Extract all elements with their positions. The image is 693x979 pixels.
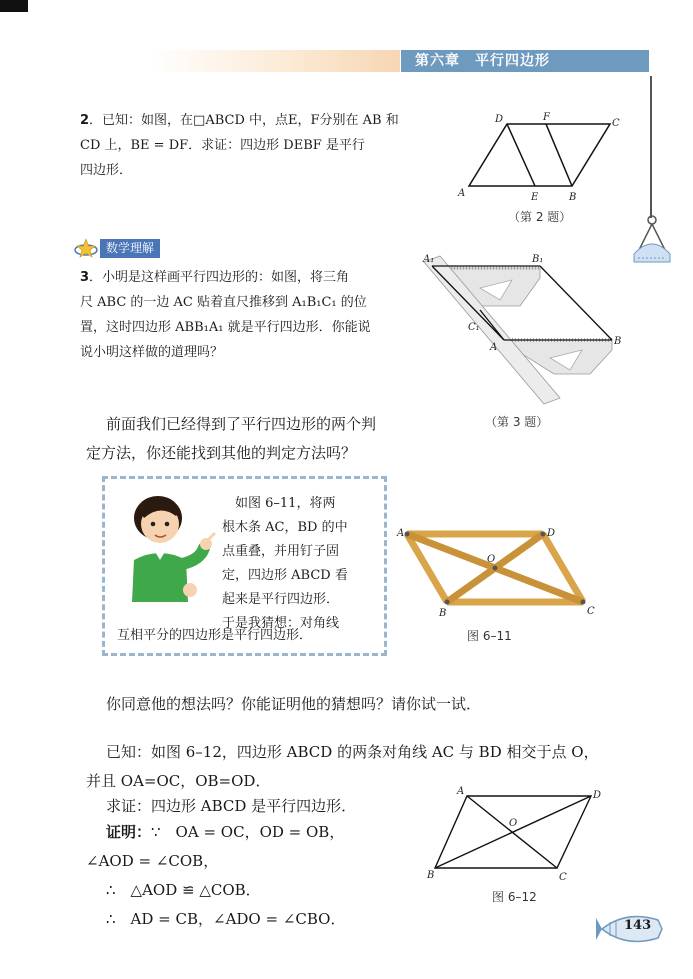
fig611-label-B: B: [439, 608, 447, 619]
chapter-title: 第六章 平行四边形: [401, 50, 649, 72]
fig612-label-C: C: [559, 872, 567, 882]
intro-line2: 定方法，你还能找到其他的判定方法吗？: [86, 444, 357, 462]
q2-label-B: B: [569, 192, 577, 203]
fig612-label-A: A: [457, 786, 465, 797]
proof-line1: ∵ OA = OC，OD = OB，: [151, 823, 345, 841]
star-icon: [74, 238, 98, 258]
q3-label-B: B: [614, 336, 622, 347]
proof-label: 证明：: [106, 823, 152, 841]
boy-line4: 定，四边形 ABCD 看: [222, 568, 348, 583]
fig611-label-O: O: [487, 554, 496, 565]
q3-label-C1: C₁: [468, 322, 480, 333]
q3-label-A: A: [490, 342, 498, 353]
q3-line2: 尺 ABC 的一边 AC 贴着直尺推移到 A₁B₁C₁ 的位: [80, 295, 367, 310]
q2-text: [80, 108, 410, 183]
q3-line4: 说小明这样做的道理吗？: [80, 345, 224, 360]
question-line: 你同意他的想法吗？你能证明他的猜想吗？请你试一试．: [106, 695, 482, 713]
section-badge: [74, 238, 160, 258]
proof-block: [86, 818, 426, 934]
boy-text: [222, 492, 382, 636]
proof-line2: ∠AOD = ∠COB，: [86, 852, 219, 870]
intro-paragraph: [86, 410, 446, 468]
fig611-label-C: C: [587, 606, 595, 617]
boy-line3: 点重叠，并用钉子固: [222, 544, 340, 559]
q2-label-A: A: [458, 188, 466, 199]
fig611-label-D: D: [547, 528, 556, 539]
q3-caption: （第 3 题）: [485, 415, 549, 429]
boy-illustration: [116, 490, 220, 602]
boy-line6: 于是我猜想：对角线: [222, 616, 340, 631]
q3-label-A1: A₁: [423, 254, 435, 265]
q3-line3: 置，这时四边形 ABB₁A₁ 就是平行四边形．你能说: [80, 320, 371, 335]
proof-line3: ∴ △AOD ≌ △COB．: [106, 881, 261, 899]
given-line1: 已知：如图 6–12，四边形 ABCD 的两条对角线 AC 与 BD 相交于点 O，: [106, 743, 599, 761]
fig611-caption: 图 6–11: [467, 629, 512, 643]
q2-label-D: D: [495, 114, 504, 125]
q2-figure: [455, 110, 630, 210]
q3-text: [80, 265, 410, 365]
given-line2: 并且 OA=OC，OB=OD．: [86, 772, 271, 790]
header-gradient-bar: [150, 50, 400, 72]
intro-line1: 前面我们已经得到了平行四边形的两个判: [106, 415, 377, 433]
page-number: 143: [624, 918, 652, 933]
q2-line1: ．已知：如图，在□ABCD 中，点E，F分别在 AB 和: [89, 113, 399, 128]
q2-line3: 四边形．: [80, 163, 133, 178]
prove-line: 求证：四边形 ABCD 是平行四边形．: [106, 797, 357, 815]
fig611-label-A: A: [397, 528, 405, 539]
q3-figure: [420, 248, 635, 408]
fig612-label-D: D: [593, 790, 602, 801]
fig611: [395, 522, 605, 622]
fig612-caption: 图 6–12: [492, 890, 537, 904]
q3-line1: ．小明是这样画平行四边形的：如图，将三角: [89, 270, 350, 285]
section-badge-label: 数学理解: [100, 239, 160, 258]
fig612: [425, 782, 610, 882]
q2-label-C: C: [612, 118, 620, 129]
q2-label-E: E: [531, 192, 539, 203]
q2-number: 2: [80, 113, 90, 128]
q2-caption: （第 2 题）: [508, 210, 572, 224]
q3-label-B1: B₁: [532, 254, 544, 265]
proof-line4: ∴ AD = CB，∠ADO = ∠CBO．: [106, 910, 346, 928]
boy-line5: 起来是平行四边形．: [222, 592, 340, 607]
q2-label-F: F: [543, 112, 550, 123]
q3-number: 3: [80, 270, 90, 285]
boy-line2: 根木条 AC，BD 的中: [222, 520, 348, 535]
boy-line1: 如图 6–11，将两: [235, 496, 336, 511]
fig612-label-O: O: [509, 818, 518, 829]
margin-line: [650, 76, 652, 218]
fig612-label-B: B: [427, 870, 435, 881]
q2-line2: CD 上，BE = DF．求证：四边形 DEBF 是平行: [80, 138, 365, 153]
compass-icon: [630, 210, 674, 266]
corner-mark: [0, 0, 28, 12]
boy-line7: 互相平分的四边形是平行四边形．: [117, 628, 313, 643]
